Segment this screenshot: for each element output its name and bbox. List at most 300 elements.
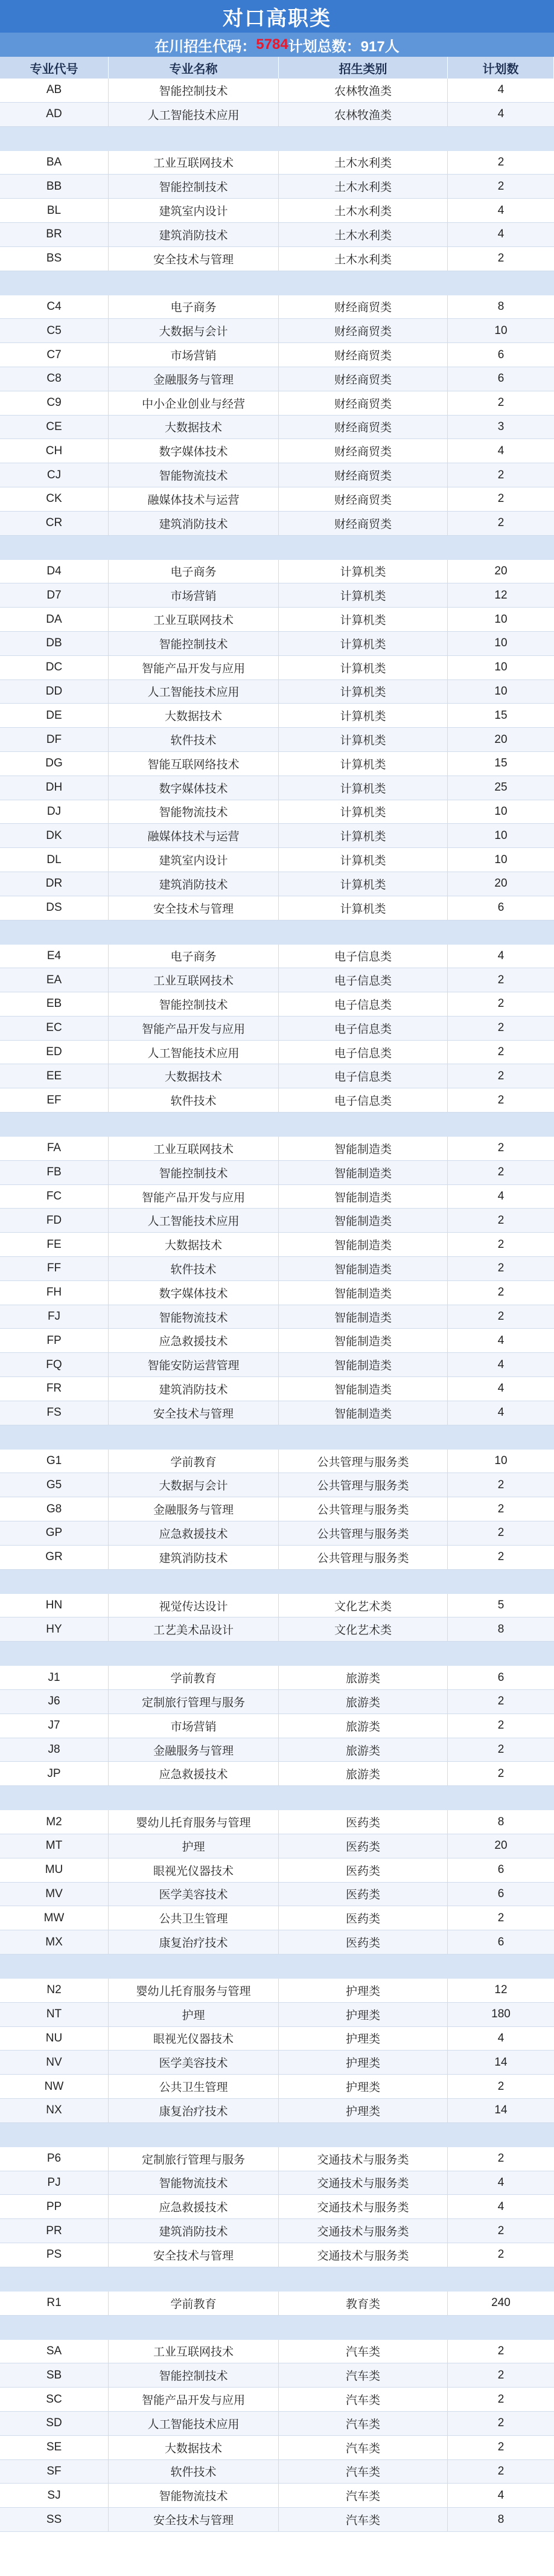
- enrollment-code: 5784: [256, 36, 288, 53]
- cell-code: DL: [0, 848, 109, 872]
- cell-category: 财经商贸类: [279, 439, 448, 463]
- cell-major: 智能控制技术: [109, 79, 279, 102]
- column-header-category: 招生类别: [279, 57, 448, 79]
- cell-category: 智能制造类: [279, 1377, 448, 1401]
- table-row: [0, 2363, 554, 2388]
- cell-major: 建筑消防技术: [109, 872, 279, 896]
- cell-major: 智能控制技术: [109, 632, 279, 655]
- cell-category: 计算机类: [279, 752, 448, 776]
- table-group: [0, 945, 554, 1113]
- cell-code: GP: [0, 1521, 109, 1545]
- table-row: [0, 2484, 554, 2508]
- cell-major: 定制旅行管理与服务: [109, 1690, 279, 1714]
- cell-plan: 12: [494, 588, 508, 602]
- cell-plan: 3: [497, 420, 505, 433]
- cell-code: D4: [0, 560, 109, 583]
- table-row: [0, 1377, 554, 1401]
- cell-category: 智能制造类: [279, 1281, 448, 1305]
- table-row: [0, 1834, 554, 1858]
- cell-major: 智能控制技术: [109, 2363, 279, 2387]
- cell-code: NV: [0, 2051, 109, 2074]
- page-title: 对口高职类: [0, 0, 554, 33]
- table-row: [0, 1209, 554, 1233]
- cell-major: 应急救援技术: [109, 1329, 279, 1352]
- cell-major: 大数据与会计: [109, 319, 279, 342]
- cell-plan: 10: [494, 829, 508, 842]
- cell-major: 工业互联网技术: [109, 2340, 279, 2363]
- cell-category: 医药类: [279, 1858, 448, 1882]
- cell-category: 电子信息类: [279, 1017, 448, 1040]
- cell-major: 市场营销: [109, 1714, 279, 1738]
- group-divider: [0, 1570, 554, 1594]
- cell-category: 汽车类: [279, 2436, 448, 2459]
- cell-category: 财经商贸类: [279, 319, 448, 342]
- cell-code: FA: [0, 1137, 109, 1160]
- cell-code: PP: [0, 2195, 109, 2218]
- table-group: [0, 1979, 554, 2123]
- cell-code: SC: [0, 2388, 109, 2411]
- cell-plan: 20: [494, 733, 508, 746]
- cell-major: 安全技术与管理: [109, 2508, 279, 2531]
- cell-code: FE: [0, 1233, 109, 1256]
- cell-category: 财经商贸类: [279, 487, 448, 511]
- table-group: [0, 1810, 554, 1954]
- cell-code: D7: [0, 583, 109, 607]
- table-row: [0, 872, 554, 896]
- cell-code: MV: [0, 1883, 109, 1906]
- cell-plan: 2: [497, 155, 505, 169]
- cell-code: CJ: [0, 463, 109, 487]
- cell-code: HY: [0, 1617, 109, 1641]
- cell-code: C9: [0, 391, 109, 415]
- table-row: [0, 2340, 554, 2364]
- table-row: [0, 343, 554, 367]
- table-row: [0, 1858, 554, 1883]
- cell-category: 电子信息类: [279, 1088, 448, 1112]
- table-row: [0, 992, 554, 1017]
- cell-plan: 6: [497, 1863, 505, 1877]
- cell-plan: 2: [497, 2248, 505, 2261]
- cell-major: 软件技术: [109, 728, 279, 751]
- cell-major: 工业互联网技术: [109, 151, 279, 175]
- cell-code: PR: [0, 2219, 109, 2243]
- cell-code: DG: [0, 752, 109, 776]
- table-row: [0, 151, 554, 175]
- subtitle-suffix: 计划总数：917人: [288, 38, 400, 55]
- cell-major: 智能物流技术: [109, 2171, 279, 2195]
- table-row: [0, 2003, 554, 2027]
- cell-major: 视觉传达设计: [109, 1594, 279, 1617]
- cell-plan: 2: [497, 1310, 505, 1323]
- cell-major: 电子商务: [109, 560, 279, 583]
- column-header-major: 专业名称: [109, 57, 279, 79]
- cell-plan: 2: [497, 1478, 505, 1491]
- cell-category: 计算机类: [279, 656, 448, 679]
- table-row: [0, 632, 554, 656]
- cell-plan: 10: [494, 637, 508, 650]
- cell-code: FF: [0, 1257, 109, 1280]
- cell-category: 财经商贸类: [279, 512, 448, 535]
- cell-category: 交通技术与服务类: [279, 2171, 448, 2195]
- table-row: [0, 1521, 554, 1546]
- cell-category: 智能制造类: [279, 1401, 448, 1425]
- cell-major: 建筑室内设计: [109, 848, 279, 872]
- cell-plan: 15: [494, 757, 508, 770]
- cell-code: SE: [0, 2436, 109, 2459]
- cell-code: FJ: [0, 1305, 109, 1329]
- column-header-plan: 计划数: [448, 57, 554, 79]
- cell-category: 公共管理与服务类: [279, 1473, 448, 1497]
- cell-plan: 2: [497, 1767, 505, 1780]
- cell-major: 工艺美术品设计: [109, 1617, 279, 1641]
- cell-category: 智能制造类: [279, 1233, 448, 1256]
- cell-major: 金融服务与管理: [109, 1738, 279, 1762]
- cell-plan: 4: [497, 444, 505, 457]
- cell-major: 金融服务与管理: [109, 367, 279, 391]
- cell-major: 人工智能技术应用: [109, 1041, 279, 1064]
- cell-major: 建筑消防技术: [109, 1377, 279, 1401]
- cell-plan: 4: [497, 2488, 505, 2502]
- table-row: [0, 2388, 554, 2412]
- table-row: [0, 752, 554, 776]
- group-divider: [0, 1642, 554, 1666]
- cell-major: 大数据与会计: [109, 1473, 279, 1497]
- cell-plan: 4: [497, 1334, 505, 1347]
- cell-category: 电子信息类: [279, 1041, 448, 1064]
- cell-plan: 2: [497, 1526, 505, 1540]
- cell-code: CK: [0, 487, 109, 511]
- cell-major: 智能物流技术: [109, 2484, 279, 2507]
- table-row: [0, 1041, 554, 1065]
- cell-code: BB: [0, 175, 109, 198]
- group-divider: [0, 920, 554, 945]
- table-row: [0, 1738, 554, 1762]
- table-row: [0, 199, 554, 223]
- cell-code: CH: [0, 439, 109, 463]
- cell-major: 安全技术与管理: [109, 896, 279, 920]
- cell-major: 婴幼儿托育服务与管理: [109, 1810, 279, 1834]
- cell-major: 安全技术与管理: [109, 247, 279, 271]
- cell-major: 建筑室内设计: [109, 199, 279, 222]
- table-row: [0, 1017, 554, 1041]
- cell-plan: 2: [497, 492, 505, 506]
- cell-major: 护理: [109, 2003, 279, 2026]
- table-row: [0, 704, 554, 728]
- cell-plan: 4: [497, 204, 505, 217]
- cell-category: 计算机类: [279, 896, 448, 920]
- table-body: [0, 79, 554, 2532]
- table-row: [0, 1257, 554, 1281]
- cell-code: MW: [0, 1906, 109, 1930]
- cell-major: 智能控制技术: [109, 1161, 279, 1184]
- cell-code: J7: [0, 1714, 109, 1738]
- table-row: [0, 2292, 554, 2316]
- cell-code: DS: [0, 896, 109, 920]
- cell-code: SS: [0, 2508, 109, 2531]
- cell-code: FD: [0, 1209, 109, 1232]
- table-row: [0, 2412, 554, 2436]
- cell-code: FR: [0, 1377, 109, 1401]
- table-row: [0, 945, 554, 969]
- cell-plan: 4: [497, 2031, 505, 2044]
- cell-major: 人工智能技术应用: [109, 1209, 279, 1232]
- cell-code: MU: [0, 1858, 109, 1882]
- cell-plan: 14: [494, 2104, 508, 2117]
- table-row: [0, 223, 554, 247]
- cell-category: 土木水利类: [279, 223, 448, 246]
- cell-code: MX: [0, 1930, 109, 1954]
- cell-plan: 2: [497, 1911, 505, 1924]
- cell-code: DK: [0, 824, 109, 847]
- cell-plan: 240: [491, 2296, 511, 2310]
- cell-plan: 8: [497, 300, 505, 313]
- cell-plan: 4: [497, 228, 505, 241]
- cell-category: 汽车类: [279, 2508, 448, 2531]
- group-divider: [0, 1113, 554, 1137]
- cell-code: DD: [0, 680, 109, 704]
- group-divider: [0, 2123, 554, 2147]
- cell-major: 安全技术与管理: [109, 1401, 279, 1425]
- cell-plan: 12: [494, 1983, 508, 1997]
- cell-code: EA: [0, 968, 109, 992]
- cell-category: 旅游类: [279, 1714, 448, 1738]
- cell-category: 公共管理与服务类: [279, 1521, 448, 1545]
- cell-plan: 2: [497, 252, 505, 265]
- cell-category: 财经商贸类: [279, 416, 448, 439]
- cell-major: 学前教育: [109, 1666, 279, 1689]
- cell-category: 医药类: [279, 1930, 448, 1954]
- table-row: [0, 1930, 554, 1954]
- cell-category: 旅游类: [279, 1738, 448, 1762]
- cell-major: 软件技术: [109, 1088, 279, 1112]
- cell-plan: 2: [497, 973, 505, 986]
- table-row: [0, 1666, 554, 1690]
- cell-major: 智能产品开发与应用: [109, 656, 279, 679]
- cell-code: C4: [0, 295, 109, 319]
- cell-plan: 2: [497, 2152, 505, 2165]
- cell-category: 汽车类: [279, 2412, 448, 2435]
- cell-plan: 2: [497, 1550, 505, 1564]
- table-row: [0, 295, 554, 320]
- cell-code: BS: [0, 247, 109, 271]
- cell-major: 智能控制技术: [109, 175, 279, 198]
- group-divider: [0, 271, 554, 295]
- cell-plan: 5: [497, 1599, 505, 1612]
- cell-plan: 2: [497, 2224, 505, 2237]
- table-group: [0, 1594, 554, 1642]
- cell-code: M2: [0, 1810, 109, 1834]
- cell-plan: 4: [497, 1382, 505, 1395]
- cell-category: 教育类: [279, 2292, 448, 2315]
- cell-plan: 20: [494, 877, 508, 890]
- cell-code: GR: [0, 1546, 109, 1569]
- table-group: [0, 1450, 554, 1570]
- cell-category: 旅游类: [279, 1762, 448, 1785]
- cell-category: 土木水利类: [279, 175, 448, 198]
- table-row: [0, 1329, 554, 1353]
- cell-code: FH: [0, 1281, 109, 1305]
- cell-code: FC: [0, 1185, 109, 1209]
- table-row: [0, 896, 554, 920]
- cell-major: 金融服务与管理: [109, 1497, 279, 1521]
- table-row: [0, 1883, 554, 1907]
- table-group: [0, 560, 554, 920]
- cell-major: 公共卫生管理: [109, 2075, 279, 2098]
- cell-code: EE: [0, 1064, 109, 1088]
- cell-plan: 4: [497, 83, 505, 97]
- cell-plan: 2: [497, 1069, 505, 1082]
- cell-major: 学前教育: [109, 1450, 279, 1473]
- page-subtitle: [0, 33, 554, 57]
- cell-code: C5: [0, 319, 109, 342]
- cell-code: J1: [0, 1666, 109, 1689]
- table-row: [0, 776, 554, 800]
- table-row: [0, 1064, 554, 1088]
- cell-plan: 4: [497, 1406, 505, 1419]
- cell-plan: 2: [497, 2392, 505, 2406]
- cell-plan: 8: [497, 1622, 505, 1636]
- table-row: [0, 1185, 554, 1209]
- cell-category: 电子信息类: [279, 1064, 448, 1088]
- cell-major: 大数据技术: [109, 1064, 279, 1088]
- column-header-code: 专业代号: [0, 57, 109, 79]
- table-row: [0, 1762, 554, 1786]
- table-row: [0, 1353, 554, 1377]
- cell-category: 计算机类: [279, 872, 448, 896]
- cell-code: DC: [0, 656, 109, 679]
- cell-category: 公共管理与服务类: [279, 1450, 448, 1473]
- cell-major: 智能控制技术: [109, 992, 279, 1016]
- cell-code: C8: [0, 367, 109, 391]
- cell-category: 计算机类: [279, 824, 448, 847]
- cell-code: SD: [0, 2412, 109, 2435]
- cell-major: 电子商务: [109, 295, 279, 319]
- table-row: [0, 1906, 554, 1930]
- cell-plan: 10: [494, 684, 508, 698]
- cell-plan: 2: [497, 997, 505, 1010]
- cell-code: E4: [0, 945, 109, 968]
- cell-code: DR: [0, 872, 109, 896]
- cell-category: 交通技术与服务类: [279, 2147, 448, 2171]
- cell-plan: 10: [494, 612, 508, 626]
- cell-plan: 2: [497, 1021, 505, 1035]
- cell-plan: 6: [497, 1935, 505, 1948]
- table-row: [0, 1450, 554, 1474]
- table-row: [0, 1233, 554, 1257]
- cell-major: 智能互联网络技术: [109, 752, 279, 776]
- cell-category: 计算机类: [279, 583, 448, 607]
- cell-major: 医学美容技术: [109, 2051, 279, 2074]
- cell-code: DA: [0, 608, 109, 631]
- cell-plan: 2: [497, 1695, 505, 1708]
- cell-major: 智能产品开发与应用: [109, 1017, 279, 1040]
- cell-code: DJ: [0, 800, 109, 824]
- cell-plan: 2: [497, 1166, 505, 1179]
- cell-major: 数字媒体技术: [109, 439, 279, 463]
- table-row: [0, 1137, 554, 1161]
- cell-major: 融媒体技术与运营: [109, 824, 279, 847]
- cell-category: 财经商贸类: [279, 295, 448, 319]
- table-header: [0, 57, 554, 79]
- cell-plan: 10: [494, 1454, 508, 1468]
- table-row: [0, 2508, 554, 2532]
- cell-plan: 2: [497, 1286, 505, 1299]
- cell-category: 农林牧渔类: [279, 79, 448, 102]
- cell-category: 交通技术与服务类: [279, 2243, 448, 2267]
- cell-category: 智能制造类: [279, 1137, 448, 1160]
- cell-category: 电子信息类: [279, 992, 448, 1016]
- subtitle-prefix: 在川招生代码：: [154, 38, 256, 55]
- cell-plan: 2: [497, 2368, 505, 2382]
- table-row: [0, 439, 554, 463]
- cell-major: 应急救援技术: [109, 1762, 279, 1785]
- table-row: [0, 1690, 554, 1714]
- cell-category: 计算机类: [279, 728, 448, 751]
- cell-major: 建筑消防技术: [109, 512, 279, 535]
- cell-code: AD: [0, 103, 109, 126]
- cell-plan: 2: [497, 2464, 505, 2478]
- table-row: [0, 1979, 554, 2003]
- table-row: [0, 1810, 554, 1834]
- cell-plan: 2: [497, 1213, 505, 1227]
- group-divider: [0, 127, 554, 151]
- cell-category: 智能制造类: [279, 1353, 448, 1376]
- cell-category: 医药类: [279, 1834, 448, 1858]
- cell-category: 土木水利类: [279, 151, 448, 175]
- cell-code: BA: [0, 151, 109, 175]
- cell-plan: 6: [497, 901, 505, 914]
- cell-code: NX: [0, 2099, 109, 2122]
- cell-category: 智能制造类: [279, 1257, 448, 1280]
- cell-code: FB: [0, 1161, 109, 1184]
- table-row: [0, 1088, 554, 1113]
- cell-major: 公共卫生管理: [109, 1906, 279, 1930]
- cell-major: 大数据技术: [109, 2436, 279, 2459]
- cell-category: 汽车类: [279, 2460, 448, 2484]
- cell-major: 学前教育: [109, 2292, 279, 2315]
- cell-major: 眼视光仪器技术: [109, 1858, 279, 1882]
- table-row: [0, 79, 554, 103]
- cell-plan: 10: [494, 805, 508, 818]
- cell-code: EC: [0, 1017, 109, 1040]
- cell-plan: 2: [497, 2080, 505, 2093]
- cell-category: 交通技术与服务类: [279, 2219, 448, 2243]
- table-row: [0, 1161, 554, 1185]
- cell-category: 护理类: [279, 1979, 448, 2002]
- table-row: [0, 2147, 554, 2171]
- cell-category: 汽车类: [279, 2484, 448, 2507]
- table-row: [0, 2075, 554, 2099]
- cell-category: 汽车类: [279, 2363, 448, 2387]
- cell-major: 工业互联网技术: [109, 608, 279, 631]
- table-row: [0, 1281, 554, 1305]
- cell-major: 市场营销: [109, 343, 279, 367]
- cell-code: ED: [0, 1041, 109, 1064]
- cell-plan: 4: [497, 2200, 505, 2213]
- cell-code: CE: [0, 416, 109, 439]
- table-row: [0, 416, 554, 440]
- cell-category: 旅游类: [279, 1666, 448, 1689]
- cell-major: 工业互联网技术: [109, 968, 279, 992]
- table-group: [0, 2292, 554, 2316]
- cell-category: 土木水利类: [279, 247, 448, 271]
- table-row: [0, 728, 554, 752]
- cell-plan: 180: [491, 2008, 511, 2021]
- table-row: [0, 1305, 554, 1329]
- cell-plan: 2: [497, 1238, 505, 1251]
- table-group: [0, 2340, 554, 2532]
- cell-category: 智能制造类: [279, 1161, 448, 1184]
